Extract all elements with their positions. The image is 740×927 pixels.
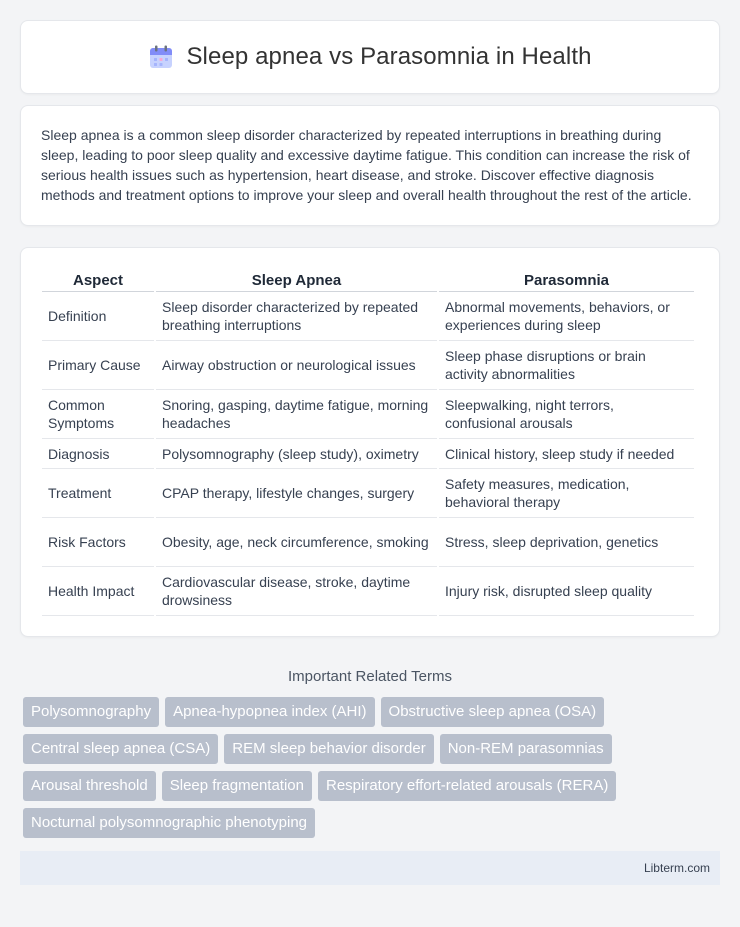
table-row [42,390,694,439]
cell-sleep-apnea: Polysomnography (sleep study), oximetry [156,439,437,469]
row-aspect: Risk Factors [42,518,154,567]
row-aspect: Diagnosis [42,439,154,469]
cell-parasomnia: Injury risk, disrupted sleep quality [439,567,694,616]
table-row [42,292,694,341]
tag-sleep-fragmentation[interactable]: Sleep fragmentation [162,771,312,801]
cell-sleep-apnea: CPAP therapy, lifestyle changes, surgery [156,469,437,518]
table-row [42,341,694,390]
footer-site-link[interactable]: Libterm.com [643,861,710,875]
table-row [42,518,694,567]
cell-sleep-apnea: Obesity, age, neck circumference, smoking [156,518,437,567]
cell-parasomnia: Clinical history, sleep study if needed [439,439,694,469]
tag-arousal-threshold[interactable]: Arousal threshold [23,771,156,801]
intro-text: Sleep apnea is a common sleep disorder characterized by repeated interruptions in breathing during sleep, leading to poor sleep quality and excessive daytime fatigue. This condition can increase the risk of serious health issues such as hypertension, heart disease, and stroke. Discover effective diagnosis methods and treatment options to improve your sleep and overall health throughout the rest of the article. [41,127,692,203]
row-aspect: Primary Cause [42,341,154,390]
table-row [42,567,694,616]
tag-ahi[interactable]: Apnea-hypopnea index (AHI) [165,697,374,727]
related-terms-tags [20,697,720,838]
page [0,20,740,885]
footer [20,851,720,885]
related-terms-title: Important Related Terms [288,668,452,685]
cell-parasomnia: Sleepwalking, night terrors, confusional arousals [439,390,694,439]
column-header-sleep-apnea: Sleep Apnea [156,269,437,292]
page-title: Sleep apnea vs Parasomnia in Health [186,43,592,70]
cell-sleep-apnea: Cardiovascular disease, stroke, daytime drowsiness [156,567,437,616]
related-terms-section [20,668,720,838]
row-aspect: Treatment [42,469,154,518]
table-row [42,469,694,518]
cell-parasomnia: Stress, sleep deprivation, genetics [439,518,694,567]
calendar-icon [148,44,174,70]
cell-parasomnia: Abnormal movements, behaviors, or experiences during sleep [439,292,694,341]
comparison-table-card [20,247,720,637]
column-header-aspect: Aspect [42,269,154,292]
tag-nocturnal-phenotyping[interactable]: Nocturnal polysomnographic phenotyping [23,808,315,838]
tag-osa[interactable]: Obstructive sleep apnea (OSA) [381,697,605,727]
cell-parasomnia: Safety measures, medication, behavioral therapy [439,469,694,518]
row-aspect: Common Symptoms [42,390,154,439]
tag-non-rem-parasomnias[interactable]: Non-REM parasomnias [440,734,612,764]
column-header-parasomnia: Parasomnia [439,269,694,292]
header-card [20,20,720,94]
cell-sleep-apnea: Snoring, gasping, daytime fatigue, morning headaches [156,390,437,439]
comparison-table [40,269,696,616]
tag-csa[interactable]: Central sleep apnea (CSA) [23,734,218,764]
tag-rera[interactable]: Respiratory effort-related arousals (RERA) [318,771,616,801]
cell-parasomnia: Sleep phase disruptions or brain activity abnormalities [439,341,694,390]
tag-rem-sleep-behavior-disorder[interactable]: REM sleep behavior disorder [224,734,433,764]
intro-card [20,105,720,226]
cell-sleep-apnea: Airway obstruction or neurological issues [156,341,437,390]
row-aspect: Definition [42,292,154,341]
table-row [42,439,694,469]
table-header-row [42,269,694,292]
row-aspect: Health Impact [42,567,154,616]
cell-sleep-apnea: Sleep disorder characterized by repeated breathing interruptions [156,292,437,341]
tag-polysomnography[interactable]: Polysomnography [23,697,159,727]
